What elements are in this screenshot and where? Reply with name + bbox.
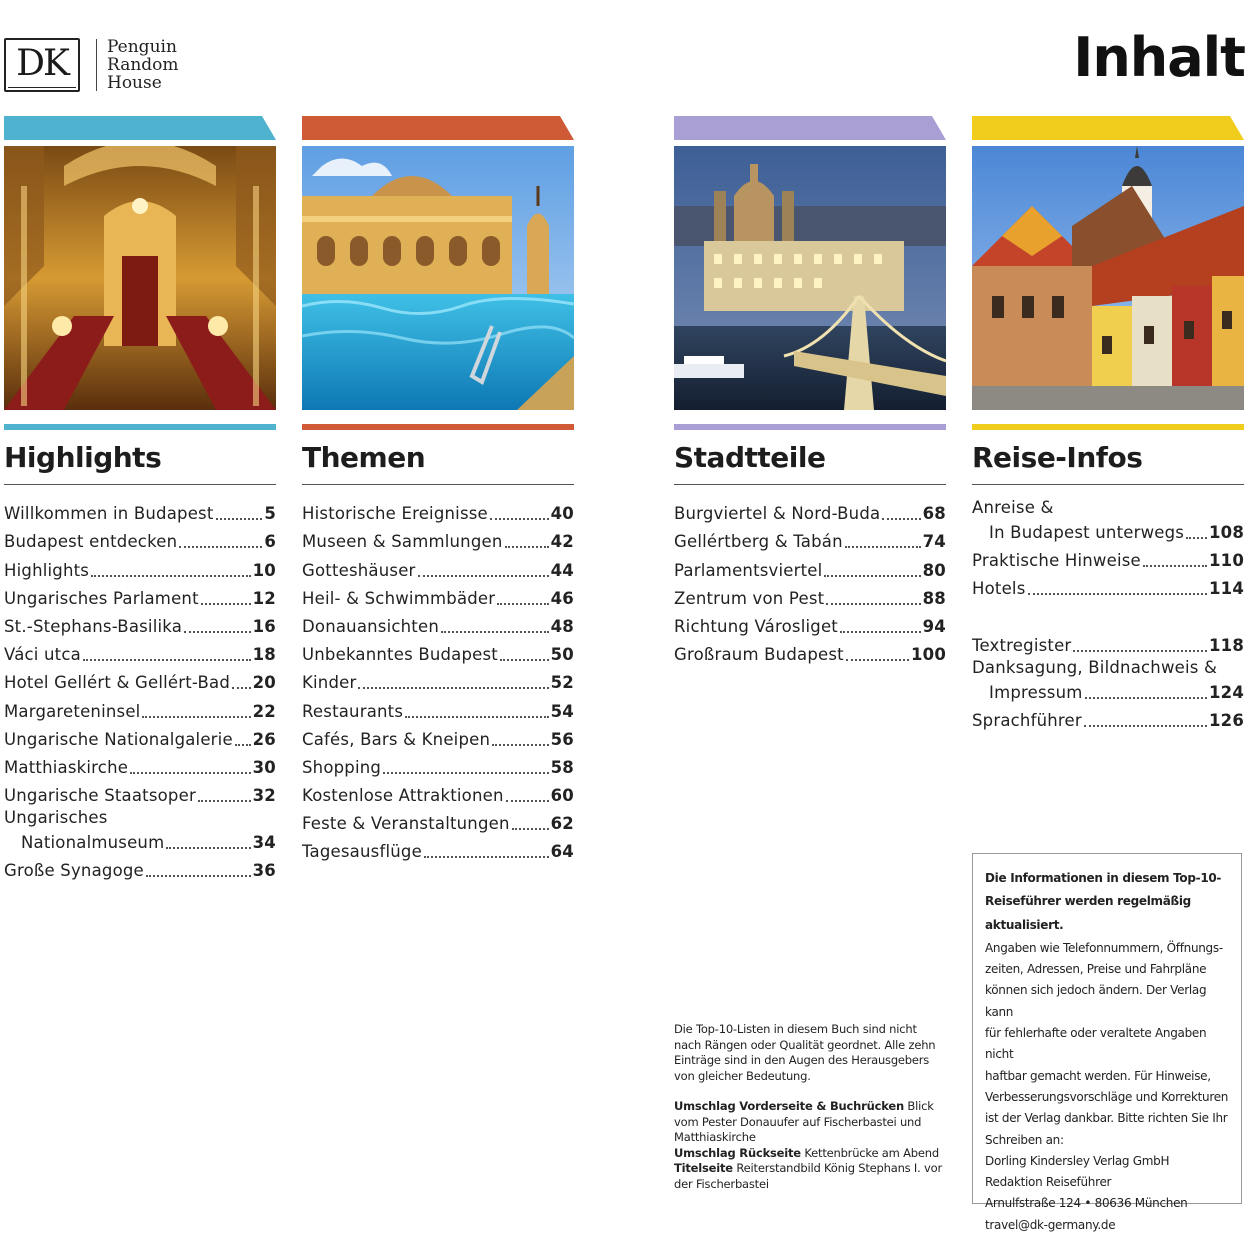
photo-castle-district	[972, 146, 1244, 410]
section-color-tab	[674, 116, 946, 140]
dot-leader	[490, 517, 549, 520]
toc-label: Textregister	[972, 635, 1072, 655]
toc-page: 16	[252, 616, 276, 636]
toc-entry[interactable]	[4, 807, 276, 854]
dot-leader	[441, 630, 549, 633]
photo-parliament-interior	[4, 146, 276, 410]
note-line: nach Rängen oder Qualität geordnet. Alle zehn	[674, 1037, 936, 1052]
section-color-tab	[302, 116, 574, 140]
section-reise-infos	[972, 116, 1244, 732]
dot-leader	[505, 545, 549, 548]
credit-text: Blick vom Pester Donauufer auf Fischerbastei und Matthiaskirche	[674, 1099, 934, 1144]
dot-leader	[358, 686, 548, 689]
toc-label: Willkommen in Budapest	[4, 504, 214, 524]
toc-page: 6	[264, 532, 276, 552]
toc-label: Anreise &	[972, 498, 1054, 517]
toc-page: 10	[252, 560, 276, 580]
toc-spacer	[972, 600, 1244, 628]
dk-logo-mark: DK	[4, 38, 80, 92]
toc-label: Museen & Sammlungen	[302, 532, 503, 552]
toc-entry[interactable]	[4, 694, 276, 722]
toc-label: Großraum Budapest	[674, 645, 844, 665]
toc-page: 52	[550, 673, 574, 693]
toc-label: Große Synagoge	[4, 861, 144, 881]
toc-entry[interactable]	[674, 638, 946, 666]
dot-leader	[824, 574, 920, 577]
credit-item	[674, 1146, 949, 1162]
toc-entry[interactable]	[302, 553, 574, 581]
dot-leader	[492, 743, 548, 746]
toc-page: 30	[252, 757, 276, 777]
toc-label: Budapest entdecken	[4, 532, 178, 552]
dot-leader	[1084, 724, 1207, 727]
info-body-line: Arnulfstraße 124 • 80636 München	[985, 1196, 1188, 1211]
section-title: Themen	[302, 441, 426, 474]
info-body-line: Verbesserungsvorschläge und Korrekturen	[985, 1089, 1229, 1104]
toc-entry[interactable]	[972, 657, 1244, 704]
dot-leader	[216, 517, 263, 520]
toc-page: 18	[252, 645, 276, 665]
dot-leader	[882, 517, 920, 520]
toc-label: Danksagung, Bildnachweis &	[972, 657, 1218, 677]
section-themen	[302, 116, 574, 863]
divider	[674, 484, 946, 485]
toc-page: 32	[252, 786, 276, 806]
toc-page: 26	[252, 729, 276, 749]
toc-entry[interactable]	[302, 779, 574, 807]
credit-text: Kettenbrücke am Abend	[800, 1145, 939, 1160]
dot-leader	[418, 574, 549, 577]
dot-leader	[184, 630, 251, 633]
dot-leader	[424, 855, 549, 858]
toc-entry[interactable]	[972, 704, 1244, 732]
section-title: Reise-Infos	[972, 441, 1143, 474]
toc-label: Tagesausflüge	[302, 842, 422, 862]
section-stadtteile	[674, 116, 946, 666]
toc-label-continued: In Budapest unterwegs	[989, 523, 1185, 542]
toc-page: 22	[252, 701, 276, 721]
toc-list	[4, 497, 276, 882]
toc-entry[interactable]	[302, 835, 574, 863]
toc-page: 94	[922, 616, 946, 636]
toc-label: Highlights	[4, 560, 90, 580]
toc-entry[interactable]	[302, 723, 574, 751]
dot-leader	[146, 874, 251, 877]
toc-entry[interactable]	[972, 572, 1244, 600]
toc-entry[interactable]	[4, 666, 276, 694]
publisher-line: House	[107, 73, 162, 93]
toc-page: 108	[1208, 523, 1244, 542]
toc-label: Unbekanntes Budapest	[302, 645, 498, 665]
divider	[4, 484, 276, 485]
dot-leader	[232, 686, 251, 689]
toc-label: Zentrum von Pest	[674, 588, 825, 608]
info-heading-line: Die Informationen in diesem Top-10-	[985, 871, 1222, 885]
credit-text: Reiterstandbild König Stephans I. vor der Fischerbastei	[674, 1161, 942, 1191]
toc-entry[interactable]	[674, 610, 946, 638]
toc-entry[interactable]	[302, 807, 574, 835]
toc-entry[interactable]	[674, 582, 946, 610]
dot-leader	[826, 602, 920, 605]
publisher-name	[107, 38, 179, 92]
toc-page: 88	[922, 588, 946, 608]
toc-label: Sprachführer	[972, 710, 1082, 730]
info-body-line: haftbar gemacht werden. Für Hinweise,	[985, 1068, 1211, 1083]
photo-chain-bridge-night	[674, 146, 946, 410]
dot-leader	[840, 630, 921, 633]
toc-page: 60	[550, 786, 574, 806]
toc-label: Hotel Gellért & Gellért-Bad	[4, 673, 230, 693]
toc-label: Richtung Városliget	[674, 616, 838, 636]
note-line: Einträge sind in den Augen des Herausgebers	[674, 1053, 930, 1067]
toc-entry[interactable]	[4, 525, 276, 553]
section-title: Stadtteile	[674, 441, 826, 474]
toc-entry[interactable]	[4, 723, 276, 751]
info-email[interactable]: travel@dk-germany.de	[985, 1217, 1116, 1232]
toc-page: 20	[252, 673, 276, 693]
toc-page: 114	[1208, 579, 1244, 599]
section-color-rule	[674, 424, 946, 430]
dot-leader	[512, 827, 549, 830]
section-highlights	[4, 116, 276, 882]
photo-thermal-bath	[302, 146, 574, 410]
toc-page: 68	[922, 504, 946, 524]
toc-label: Feste & Veranstaltungen	[302, 814, 510, 834]
toc-label: Ungarisches	[4, 808, 108, 828]
toc-list	[972, 497, 1244, 732]
toc-entry[interactable]	[4, 497, 276, 525]
toc-page: 48	[550, 616, 574, 636]
info-body-line: Angaben wie Telefonnummern, Öffnungs-	[985, 940, 1223, 955]
dot-leader	[179, 545, 262, 548]
publisher-line: Random	[107, 55, 179, 75]
toc-entry[interactable]	[302, 497, 574, 525]
info-heading-line: Reiseführer werden regelmäßig	[985, 894, 1191, 909]
divider	[972, 484, 1244, 485]
dot-leader	[1028, 592, 1207, 595]
toc-entry[interactable]	[4, 582, 276, 610]
toc-page: 58	[550, 757, 574, 777]
toc-page: 5	[264, 504, 276, 524]
toc-page: 126	[1208, 710, 1244, 730]
toc-entry[interactable]	[302, 525, 574, 553]
toc-page: 44	[550, 560, 574, 580]
toc-entry[interactable]	[4, 751, 276, 779]
toc-page: 34	[252, 833, 276, 853]
dot-leader	[846, 658, 909, 661]
toc-entry[interactable]	[972, 544, 1244, 572]
toc-entry[interactable]	[674, 497, 946, 525]
toc-entry[interactable]	[302, 666, 574, 694]
toc-label: Ungarische Staatsoper	[4, 786, 196, 806]
toc-label: Matthiaskirche	[4, 757, 129, 777]
dot-leader	[405, 715, 548, 718]
info-body-line: können sich jedoch ändern. Der Verlag kann	[985, 983, 1207, 1019]
toc-page: 50	[550, 645, 574, 665]
toc-label: Donauansichten	[302, 616, 439, 636]
toc-list	[674, 497, 946, 666]
toc-entry[interactable]	[972, 629, 1244, 657]
update-info-box	[972, 853, 1242, 1232]
dot-leader	[201, 602, 251, 605]
toc-label: Parlamentsviertel	[674, 560, 823, 580]
info-body-line: Schreiben an:	[985, 1132, 1064, 1147]
toc-label: Kostenlose Attraktionen	[302, 786, 504, 806]
toc-page: 46	[550, 588, 574, 608]
section-color-rule	[972, 424, 1244, 430]
toc-page: 64	[550, 842, 574, 862]
publisher-logo	[4, 38, 179, 92]
toc-page: 110	[1208, 551, 1244, 571]
note-line: von gleicher Bedeutung.	[674, 1068, 811, 1083]
info-body-line: zeiten, Adressen, Preise und Fahrpläne	[985, 962, 1207, 977]
toc-label: Váci utca	[4, 645, 81, 665]
info-body-line: für fehlerhafte oder veraltete Angaben nicht	[985, 1026, 1207, 1062]
toc-entry[interactable]	[4, 610, 276, 638]
credit-label: Umschlag Rückseite	[674, 1145, 801, 1160]
dot-leader	[1085, 696, 1207, 699]
toc-label: Hotels	[972, 579, 1026, 599]
dot-leader	[1186, 536, 1207, 539]
toc-entry[interactable]	[972, 497, 1244, 544]
toc-label-continued: Nationalmuseum	[21, 833, 165, 853]
credit-label: Umschlag Vorderseite & Buchrücken	[674, 1099, 904, 1113]
dot-leader	[235, 743, 251, 746]
toc-entry[interactable]	[302, 610, 574, 638]
toc-label: Praktische Hinweise	[972, 551, 1141, 571]
toc-label-continued: Impressum	[989, 682, 1083, 702]
toc-entry[interactable]	[302, 694, 574, 722]
dot-leader	[142, 715, 250, 718]
toc-page: 80	[922, 560, 946, 580]
dot-leader	[166, 846, 250, 849]
toc-entry[interactable]	[674, 553, 946, 581]
section-title: Highlights	[4, 441, 162, 474]
toc-label: Gellértberg & Tabán	[674, 532, 843, 552]
toc-page: 118	[1208, 635, 1244, 655]
section-color-rule	[302, 424, 574, 430]
toc-entry[interactable]	[674, 525, 946, 553]
section-color-tab	[972, 116, 1244, 140]
divider	[302, 484, 574, 485]
ranking-and-credits-note	[674, 1022, 949, 1192]
logo-divider	[96, 39, 97, 91]
toc-label: Heil- & Schwimmbäder	[302, 588, 496, 608]
dot-leader	[1073, 649, 1207, 652]
info-body-line: ist der Verlag dankbar. Bitte richten Sie Ihr	[985, 1111, 1228, 1126]
section-color-rule	[4, 424, 276, 430]
dot-leader	[198, 799, 251, 802]
toc-entry[interactable]	[302, 582, 574, 610]
toc-entry[interactable]	[4, 854, 276, 882]
toc-label: Kinder	[302, 673, 357, 693]
credit-item	[674, 1099, 949, 1146]
toc-page: 56	[550, 729, 574, 749]
note-line: Die Top-10-Listen in diesem Buch sind nicht	[674, 1022, 917, 1036]
section-color-tab	[4, 116, 276, 140]
toc-page: 42	[550, 532, 574, 552]
toc-list	[302, 497, 574, 863]
toc-page: 74	[922, 532, 946, 552]
toc-entry[interactable]	[4, 553, 276, 581]
toc-label: Restaurants	[302, 701, 404, 721]
toc-page: 124	[1208, 682, 1244, 702]
dot-leader	[1143, 564, 1207, 567]
info-heading-line: aktualisiert.	[985, 917, 1064, 932]
info-body-line: Redaktion Reiseführer	[985, 1175, 1112, 1190]
toc-page: 36	[252, 861, 276, 881]
credit-label: Titelseite	[674, 1161, 733, 1175]
toc-entry[interactable]	[302, 751, 574, 779]
toc-label: Burgviertel & Nord-Buda	[674, 504, 881, 524]
toc-page: 62	[550, 814, 574, 834]
dot-leader	[383, 771, 549, 774]
info-body-line: Dorling Kindersley Verlag GmbH	[985, 1153, 1170, 1168]
toc-label: Margareteninsel	[4, 701, 141, 721]
toc-label: Ungarisches Parlament	[4, 588, 199, 608]
toc-entry[interactable]	[302, 638, 574, 666]
dot-leader	[845, 545, 921, 548]
toc-page: 54	[550, 701, 574, 721]
toc-page: 100	[910, 645, 946, 665]
dot-leader	[506, 799, 549, 802]
toc-label: St.-Stephans-Basilika	[4, 616, 183, 636]
dot-leader	[130, 771, 251, 774]
toc-page: 12	[252, 588, 276, 608]
toc-entry[interactable]	[4, 779, 276, 807]
toc-label: Shopping	[302, 757, 382, 777]
dot-leader	[91, 574, 251, 577]
page-title: Inhalt	[1073, 26, 1245, 89]
toc-entry[interactable]	[4, 638, 276, 666]
credit-item	[674, 1161, 949, 1192]
toc-label: Historische Ereignisse	[302, 504, 488, 524]
publisher-line: Penguin	[107, 37, 177, 57]
dot-leader	[497, 602, 548, 605]
toc-label: Gotteshäuser	[302, 560, 416, 580]
toc-label: Cafés, Bars & Kneipen	[302, 729, 491, 749]
toc-label: Ungarische Nationalgalerie	[4, 729, 233, 749]
dot-leader	[500, 658, 549, 661]
toc-page: 40	[550, 504, 574, 524]
dot-leader	[83, 658, 251, 661]
